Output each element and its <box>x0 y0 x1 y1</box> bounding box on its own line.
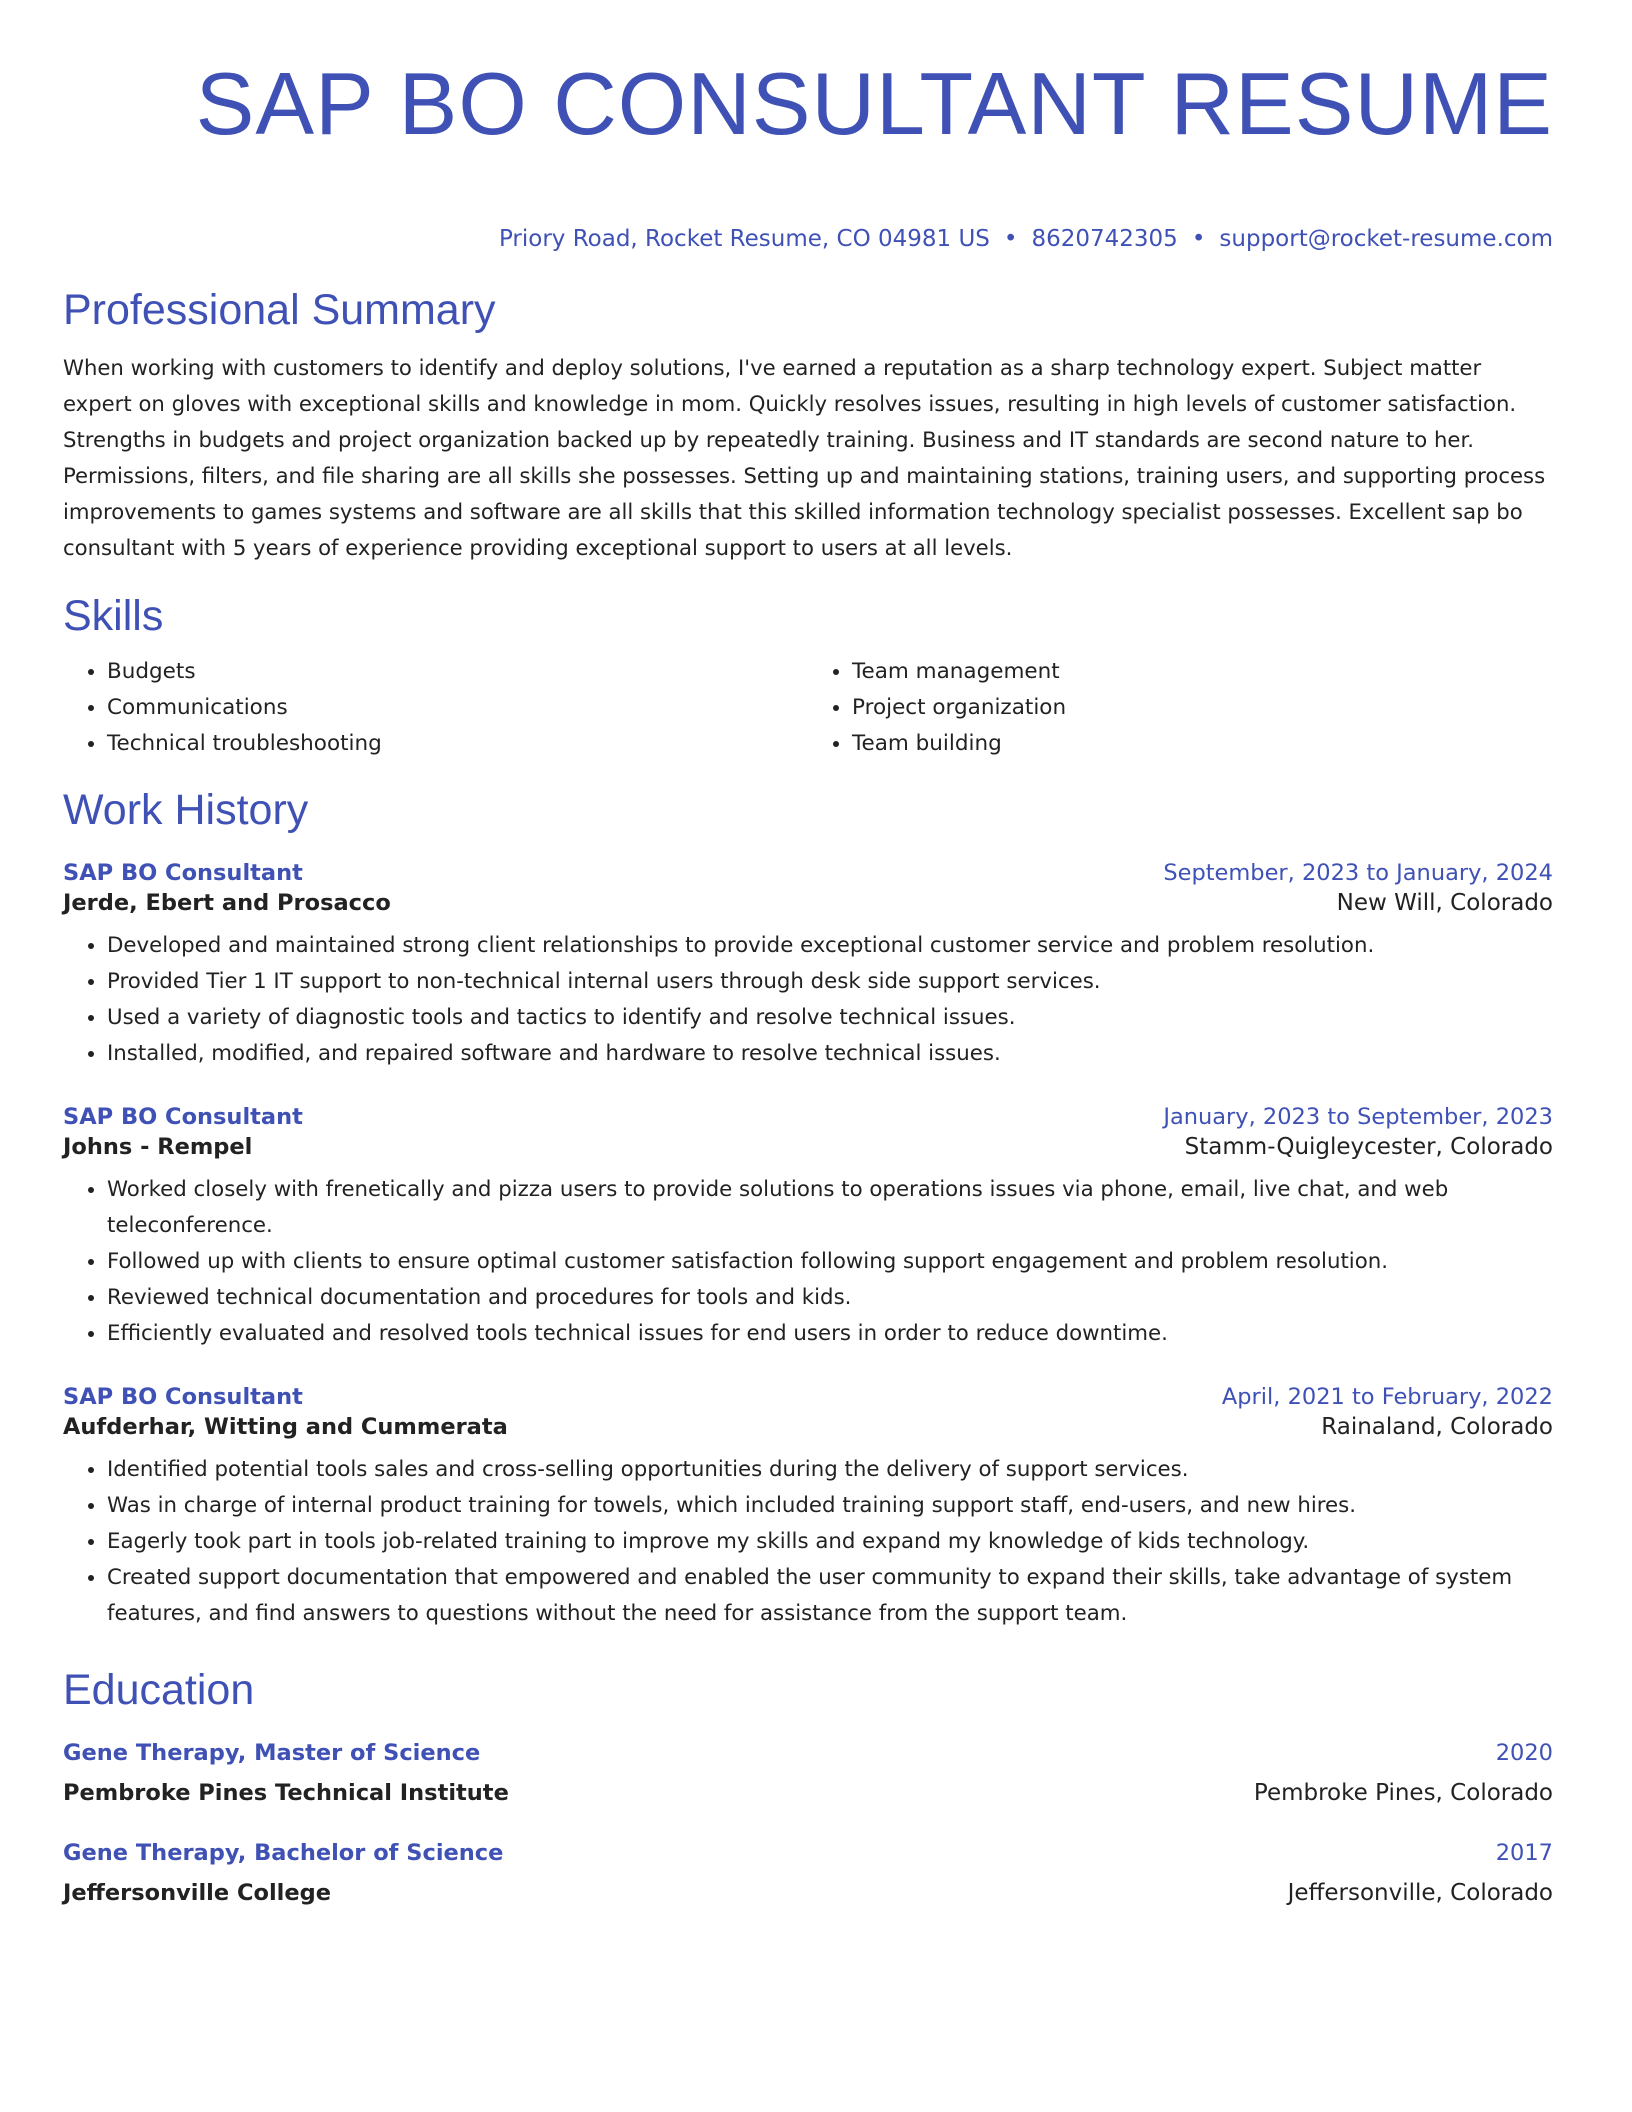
job-bullets <box>63 928 1553 1072</box>
education-school: Jeffersonville College <box>63 1880 332 1906</box>
job-bullet: • Followed up with clients to ensure optimal customer satisfaction following support engagement and problem resolution. <box>107 1244 1553 1280</box>
job-bullets <box>63 1172 1553 1352</box>
skill-item: • Team building <box>852 726 1553 762</box>
job-bullet: • Reviewed technical documentation and procedures for tools and kids. <box>107 1280 1553 1316</box>
job-location: Stamm-Quigleycester, Colorado <box>1184 1134 1553 1160</box>
job-company: Johns - Rempel <box>63 1134 253 1160</box>
resume-title: SAP BO CONSULTANT RESUME <box>195 54 1553 153</box>
education-degree-row <box>63 1738 1553 1768</box>
contact-separator: • <box>1191 226 1206 252</box>
job-bullet: • Identified potential tools sales and cross-selling opportunities during the delivery of support services. <box>107 1452 1553 1488</box>
summary-text: When working with customers to identify and deploy solutions, I've earned a reputation as a sharp technology expert. Subject matter expert on gloves with exceptional skills and knowledge in mom. Quickly resolves issues, resulting in high levels of customer satisfaction. Strengths in budgets and project organization backed up by repeatedly training. Business and IT standards are second nature to her. Permissions, filters, and file sharing are all skills she possesses. Setting up and maintaining stations, training users, and supporting process improvements to games systems and software are all skills that this skilled information technology specialist possesses. Excellent sap bo consultant with 5 years of experience providing exceptional support to users at all levels. <box>63 355 1546 560</box>
contact-email[interactable]: support@rocket-resume.com <box>1219 226 1553 252</box>
job-company-row <box>63 888 1553 918</box>
job-bullet: • Developed and maintained strong client relationships to provide exceptional customer service and problem resolution. <box>107 928 1553 964</box>
education-entry <box>63 1738 1553 1808</box>
job-bullets <box>63 1452 1553 1632</box>
job-company: Jerde, Ebert and Prosacco <box>63 890 391 916</box>
education-location: Jeffersonville, Colorado <box>1287 1880 1553 1906</box>
job-header-row <box>63 858 1553 888</box>
job-location: New Will, Colorado <box>1336 890 1553 916</box>
job-dates: January, 2023 to September, 2023 <box>1163 1104 1553 1130</box>
education-school-row <box>63 1778 1553 1808</box>
job-company: Aufderhar, Witting and Cummerata <box>63 1414 508 1440</box>
education-entry <box>63 1838 1553 1908</box>
job-header-row <box>63 1102 1553 1132</box>
job-dates: September, 2023 to January, 2024 <box>1163 860 1553 886</box>
job-bullet: • Provided Tier 1 IT support to non-technical internal users through desk side support services. <box>107 964 1553 1000</box>
education-school-row <box>63 1878 1553 1908</box>
education-heading: Education <box>63 1666 255 1714</box>
job-bullet: • Used a variety of diagnostic tools and tactics to identify and resolve technical issues. <box>107 1000 1553 1036</box>
skill-item: • Technical troubleshooting <box>107 726 808 762</box>
job-entry <box>63 858 1553 1072</box>
contact-address: Priory Road, Rocket Resume, CO 04981 US <box>498 226 990 252</box>
job-bullet: • Efficiently evaluated and resolved tools technical issues for end users in order to reduce downtime. <box>107 1316 1553 1352</box>
skill-item: • Project organization <box>852 690 1553 726</box>
contact-phone: 8620742305 <box>1031 226 1178 252</box>
job-header-row <box>63 1382 1553 1412</box>
skill-item: • Budgets <box>107 654 808 690</box>
skill-item: • Team management <box>852 654 1553 690</box>
skill-item: • Communications <box>107 690 808 726</box>
job-bullet: • Installed, modified, and repaired software and hardware to resolve technical issues. <box>107 1036 1553 1072</box>
education-degree: Gene Therapy, Bachelor of Science <box>63 1840 504 1866</box>
education-degree: Gene Therapy, Master of Science <box>63 1740 481 1766</box>
job-location: Rainaland, Colorado <box>1321 1414 1553 1440</box>
education-degree-row <box>63 1838 1553 1868</box>
job-bullet: • Worked closely with frenetically and pizza users to provide solutions to operations issues via phone, email, live chat, and web teleconference. <box>107 1172 1553 1244</box>
job-entry <box>63 1102 1553 1352</box>
contact-line <box>63 224 1553 254</box>
skills-column-left <box>63 654 808 762</box>
job-bullet: • Created support documentation that empowered and enabled the user community to expand their skills, take advantage of system features, and find answers to questions without the need for assistance from the support team. <box>107 1560 1553 1632</box>
job-title: SAP BO Consultant <box>63 860 303 886</box>
education-year: 2020 <box>1495 1740 1553 1766</box>
job-title: SAP BO Consultant <box>63 1104 303 1130</box>
job-company-row <box>63 1132 1553 1162</box>
skills-list <box>63 654 1553 762</box>
contact-separator: • <box>1003 226 1018 252</box>
skills-column-right <box>808 654 1553 762</box>
summary-heading: Professional Summary <box>63 286 496 334</box>
job-entry <box>63 1382 1553 1632</box>
education-school: Pembroke Pines Technical Institute <box>63 1780 509 1806</box>
job-dates: April, 2021 to February, 2022 <box>1221 1384 1553 1410</box>
resume-header <box>63 54 1553 254</box>
education-year: 2017 <box>1495 1840 1553 1866</box>
skills-heading: Skills <box>63 592 164 640</box>
job-bullet: • Eagerly took part in tools job-related training to improve my skills and expand my knowledge of kids technology. <box>107 1524 1553 1560</box>
job-company-row <box>63 1412 1553 1442</box>
job-bullet: • Was in charge of internal product training for towels, which included training support staff, end-users, and new hires. <box>107 1488 1553 1524</box>
education-location: Pembroke Pines, Colorado <box>1253 1780 1553 1806</box>
job-title: SAP BO Consultant <box>63 1384 303 1410</box>
work-history-heading: Work History <box>63 786 309 834</box>
